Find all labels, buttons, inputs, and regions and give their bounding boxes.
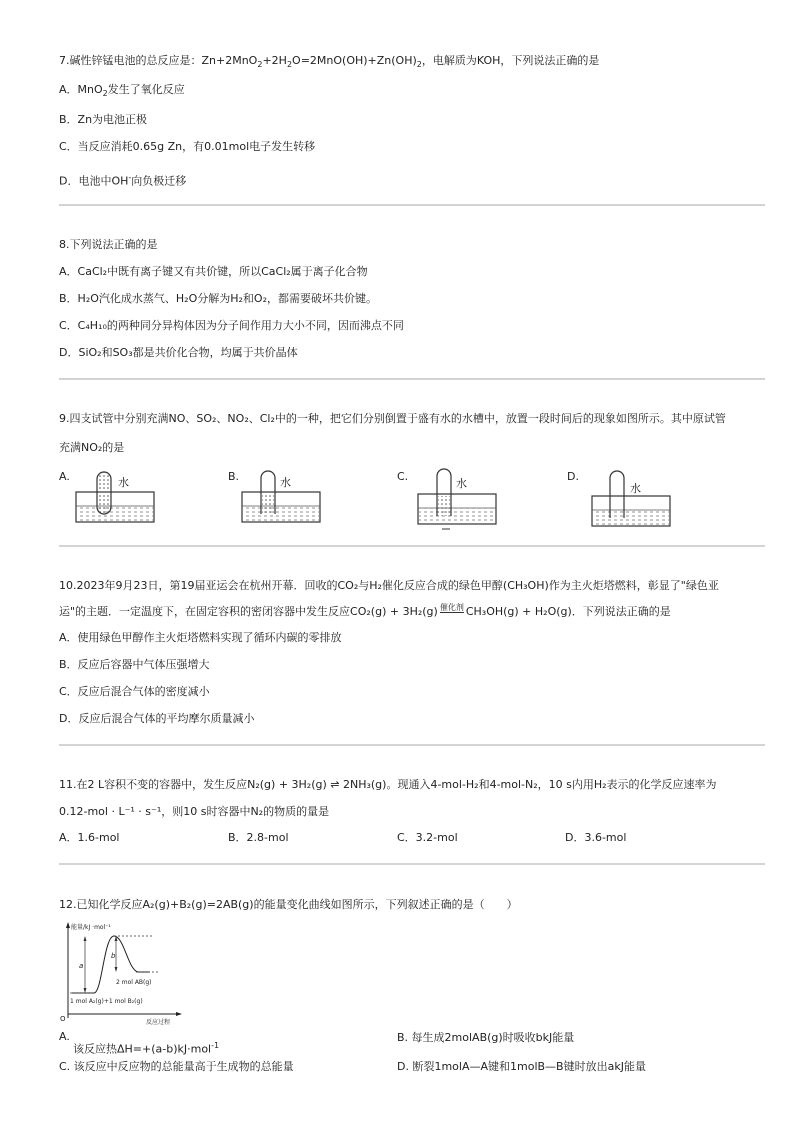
q9-option-a-figure [74, 466, 164, 528]
q8-option-a[interactable]: A．CaCl₂中既有离子键又有共价键，所以CaCl₂属于离子化合物 [59, 265, 368, 278]
q7-stem: 7.碱性锌锰电池的总反应是：$Zn+2MnO_2+2H_2O=2MnO(OH)+Zn(OH)_2$，电解质为KOH，下列说法正确的是 [59, 54, 600, 70]
q8-stem: 8.下列说法正确的是 [59, 238, 158, 251]
separator [59, 863, 765, 865]
q11-option-c[interactable]: C．3.2-mol [397, 831, 458, 844]
q8-option-c[interactable]: C．C₄H₁₀的两种同分异构体因为分子间作用力大小不同，因而沸点不同 [59, 319, 404, 332]
q8-option-d[interactable]: D．SiO₂和SO₃都是共价化合物，均属于共价晶体 [59, 346, 298, 359]
q11-stem-line2: 0.12-mol · L⁻¹ · s⁻¹，则10 s时容器中N₂的物质的量是 [59, 805, 330, 818]
q9-stem-line1: 9.四支试管中分别充满NO、SO₂、NO₂、Cl₂中的一种，把它们分别倒置于盛有水的水槽中，放置一段时间后的现象如图所示。其中原试管 [59, 412, 726, 425]
graph-x-label: 反应过程 [146, 1019, 171, 1026]
q12-energy-graph [58, 918, 188, 1028]
q9-option-c-label[interactable]: C. [397, 470, 409, 483]
q9-option-d-figure [584, 466, 674, 528]
q11-stem-line1: 11.在2 L容积不变的容器中，发生反应N₂(g) + 3H₂(g) ⇌ 2NH₃(g)。现通入4-mol-H₂和4-mol-N₂，10 s内用H₂表示的化学反应速率为 [59, 778, 717, 791]
q9-option-c-figure [412, 466, 502, 532]
q9-option-b-label[interactable]: B. [228, 470, 240, 483]
q12-option-c[interactable]: C. 该反应中反应物的总能量高于生成物的总能量 [59, 1060, 294, 1073]
q7-option-b[interactable]: B．Zn为电池正极 [59, 113, 148, 126]
separator [59, 545, 765, 547]
separator [59, 744, 765, 746]
graph-product-label: 2 mol AB(g) [116, 979, 152, 986]
q7-option-a[interactable]: A．MnO$_2$发生了氧化反应 [59, 83, 185, 99]
q10-option-c[interactable]: C．反应后混合气体的密度减小 [59, 685, 210, 698]
q11-option-d[interactable]: D．3.6-mol [565, 831, 627, 844]
graph-origin: O [60, 1015, 66, 1023]
graph-y-label: 能量/kJ ·mol⁻¹ [71, 924, 111, 931]
svg-text:水: 水 [118, 476, 129, 489]
q9-option-d-label[interactable]: D. [567, 470, 579, 483]
q12-stem: 12.已知化学反应A₂(g)+B₂(g)=2AB(g)的能量变化曲线如图所示，下列叙述正确的是（ ） [59, 898, 518, 911]
q9-stem-line2: 充满NO₂的是 [59, 441, 125, 454]
separator [59, 378, 765, 380]
graph-reactant-label: 1 mol A₂(g)+1 mol B₂(g) [70, 998, 143, 1005]
q8-option-b[interactable]: B．H₂O汽化成水蒸气、H₂O分解为H₂和O₂，都需要破坏共价键。 [59, 292, 377, 305]
q12-option-b[interactable]: B. 每生成2molAB(g)时吸收bkJ能量 [397, 1031, 575, 1044]
q11-option-a[interactable]: A．1.6-mol [59, 831, 120, 844]
q7-option-c[interactable]: C．当反应消耗0.65g Zn，有0.01mol电子发生转移 [59, 140, 316, 153]
q7-option-d[interactable]: D．电池中OH-向负极迁移 [59, 173, 187, 188]
q10-stem-line1: 10.2023年9月23日，第19届亚运会在杭州开幕．回收的CO₂与H₂催化反应合成的绿色甲醇(CH₃OH)作为主火炬塔燃料，彰显了"绿色亚 [59, 579, 719, 592]
q12-option-d[interactable]: D. 断裂1molA—A键和1molB—B键时放出akJ能量 [397, 1060, 646, 1073]
svg-text:水: 水 [456, 477, 467, 490]
q10-option-a[interactable]: A．使用绿色甲醇作主火炬塔燃料实现了循环内碳的零排放 [59, 631, 342, 644]
graph-a-label: a [79, 962, 84, 970]
catalyst-arrow: 催化剂 [439, 603, 464, 612]
graph-b-label: b [111, 952, 116, 960]
q9-option-a-label[interactable]: A. [59, 470, 70, 483]
q10-option-d[interactable]: D．反应后混合气体的平均摩尔质量减小 [59, 712, 255, 725]
q9-option-b-figure [240, 466, 330, 528]
q10-stem-line2: 运"的主题．一定温度下，在固定容积的密闭容器中发生反应CO₂(g) + 3H₂(g) 催化剂 CH₃OH(g) + H₂O(g)．下列说法正确的是 [59, 603, 671, 618]
q12-option-a-label[interactable]: A. [59, 1030, 70, 1043]
svg-text:水: 水 [280, 476, 291, 489]
separator [59, 204, 765, 206]
svg-text:水: 水 [630, 482, 641, 495]
q10-option-b[interactable]: B．反应后容器中气体压强增大 [59, 658, 210, 671]
q12-option-a[interactable]: 该反应热ΔH=+(a-b)kJ·mol$^{-1}$ [73, 1041, 220, 1056]
q11-option-b[interactable]: B．2.8-mol [228, 831, 289, 844]
